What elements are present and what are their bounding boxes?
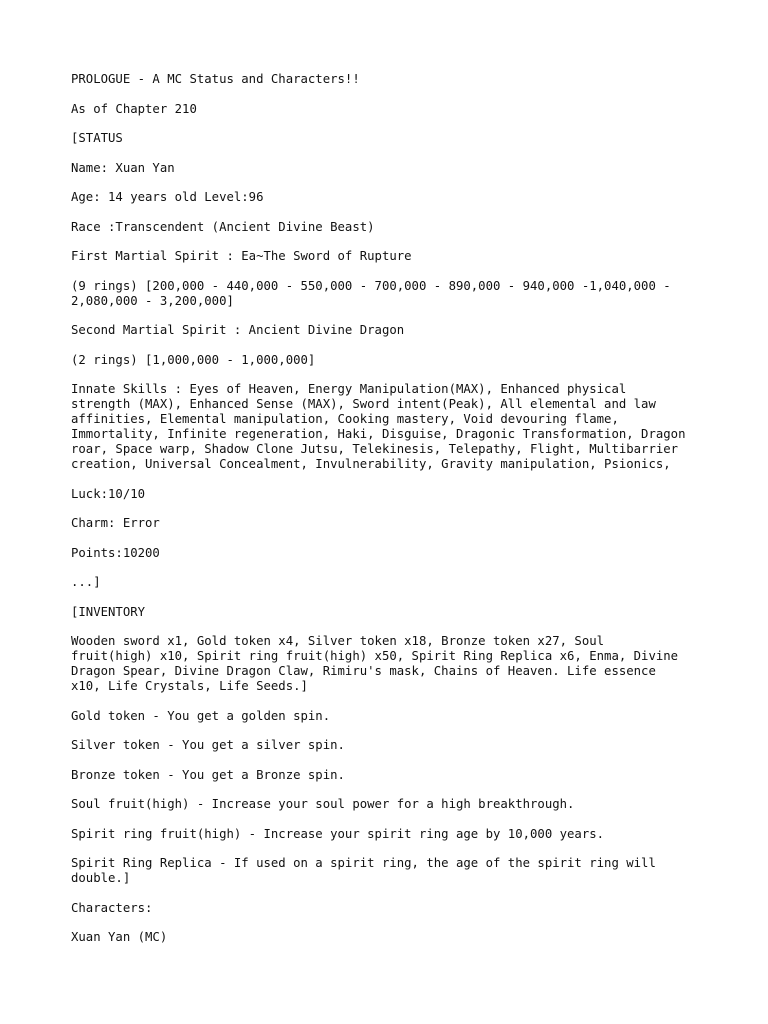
status-race: Race :Transcendent (Ancient Divine Beast) [71, 219, 375, 234]
silver-token-desc: Silver token - You get a silver spin. [71, 738, 345, 752]
character-mc: Xuan Yan (MC) [71, 930, 168, 944]
status-points: Points:10200 [71, 545, 160, 560]
first-martial-spirit: First Martial Spirit : Ea~The Sword of Rupture [71, 249, 412, 263]
first-spirit-rings: (9 rings) [200,000 - 440,000 - 550,000 - 700,000 - 890,000 - 940,000 -1,040,000 - 2,080,000 - 3,200,000] [71, 278, 671, 308]
status-name: Name: Xuan Yan [71, 160, 175, 175]
bronze-token-desc: Bronze token - You get a Bronze spin. [71, 767, 345, 782]
second-spirit-rings: (2 rings) [1,000,000 - 1,000,000] [71, 352, 316, 367]
inventory-header: [INVENTORY [71, 604, 146, 619]
characters-header: Characters: [71, 900, 153, 915]
spirit-ring-replica-desc: Spirit Ring Replica - If used on a spirit ring, the age of the spirit ring will double.] [71, 856, 656, 885]
status-age-level: Age: 14 years old Level:96 [71, 190, 264, 204]
innate-skills: Innate Skills : Eyes of Heaven, Energy Manipulation(MAX), Enhanced physical strength (MAX), Enhanced Sense (MAX), Sword intent(Peak), All elemental and law affinities, Elemental manipulation, Cooking mastery, Void devouring flame, Immortality, Infinite regeneration, Haki, Disguise, Dragonic Transformation, Dragon roar, Space warp, Shadow Clone Jutsu, Telekinesis, Telepathy, Flight, Multibarrier creation, Universal Concealment, Invulnerability, Gravity manipulation, Psionics, [71, 382, 686, 471]
chapter-note: As of Chapter 210 [71, 101, 197, 116]
status-luck: Luck:10/10 [71, 486, 146, 501]
gold-token-desc: Gold token - You get a golden spin. [71, 708, 331, 723]
status-header: [STATUS [71, 131, 123, 145]
inventory-list: Wooden sword x1, Gold token x4, Silver token x18, Bronze token x27, Soul fruit(high) x10, Spirit ring fruit(high) x50, Spirit Ring Replica x6, Enma, Divine Dragon Spear, Divine Dragon Claw, Rimiru's mask, Chains of Heaven. Life essence x10, Life Crystals, Life Seeds.] [71, 634, 679, 693]
status-charm: Charm: Error [71, 516, 160, 530]
soul-fruit-desc: Soul fruit(high) - Increase your soul power for a high breakthrough. [71, 797, 575, 811]
document-page [71, 72, 701, 960]
spirit-ring-fruit-desc: Spirit ring fruit(high) - Increase your spirit ring age by 10,000 years. [71, 826, 605, 841]
second-martial-spirit: Second Martial Spirit : Ancient Divine Dragon [71, 323, 405, 337]
chapter-title: PROLOGUE - A MC Status and Characters!! [71, 72, 360, 86]
status-end: ...] [71, 575, 101, 589]
